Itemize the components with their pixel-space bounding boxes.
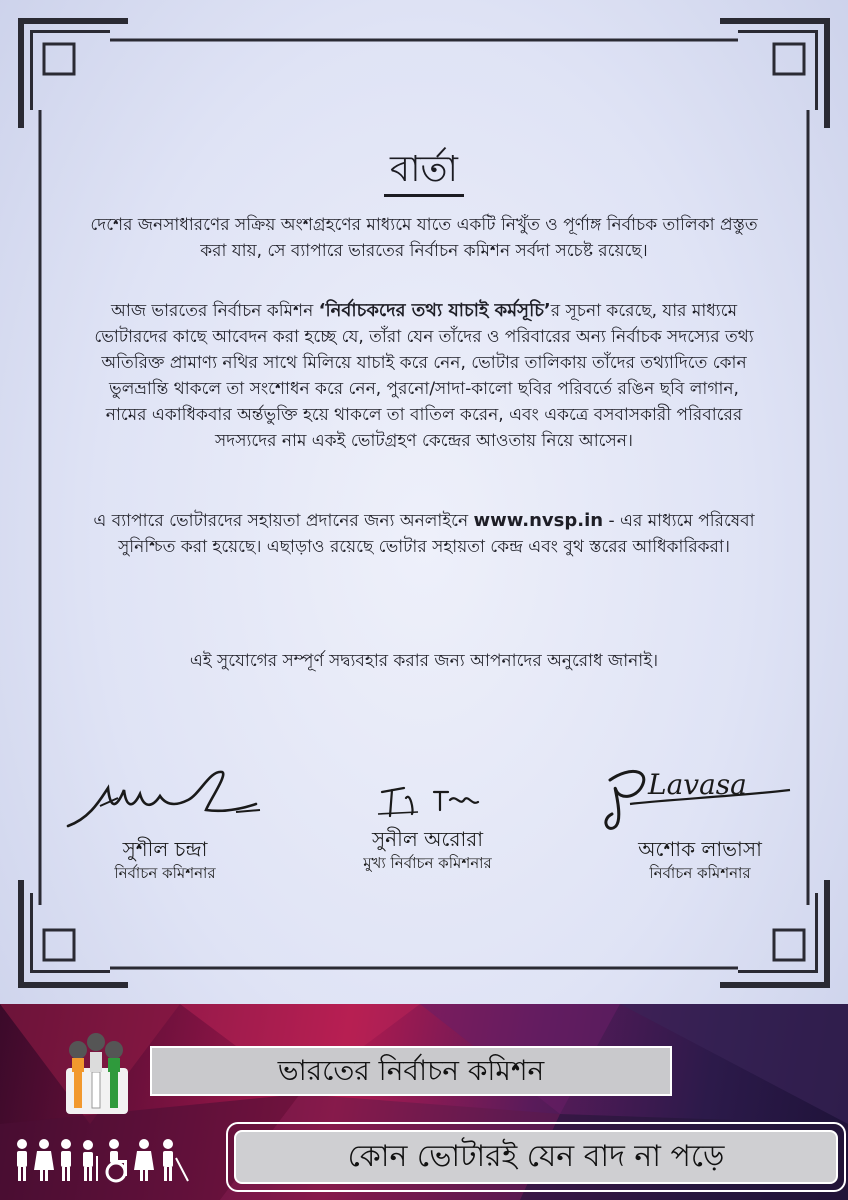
org-name-bar: ভারতের নির্বাচন কমিশন [150,1046,672,1096]
nvsp-website-link[interactable]: www.nvsp.in [473,510,604,531]
paragraph-programme-body: র সূচনা করেছে, যার মাধ্যমে ভোটারদের কাছে আবেদন করা হচ্ছে যে, তাঁরা যেন তাঁদের ও পরিবারের অন্য নির্বাচক সদস্যের তথ্য অতিরিক্ত প্রামাণ্য নথির সাথে মিলিয়ে যাচাই করে নেন, ভোটার তালিকায় তাঁদের তথ্যাদিতে কোন ভুলভ্রান্তি থাকলে তা সংশোধন করে নেন, পুরনো/সাদা-কালো ছবির পরিবর্তে রঙিন ছবি লাগান, নামের একাধিকবার অর্ন্তভুক্তি হয়ে থাকলে তা বাতিল করেন, এবং একত্রে বসবাসকারী পরিবারের সদস্যদের নাম একই ভোটগ্রহণ কেন্দ্রের আওতায় নিয়ে আসেন। [94,301,754,451]
eci-logo-icon [60,1028,140,1116]
signatory-3-name: অশোক লাভাসা [638,837,762,861]
signatory-1 [50,760,280,884]
slogan-bar: কোন ভোটারই যেন বাদ না পড়ে [234,1130,838,1184]
inclusive-voters-icon [12,1138,202,1184]
signature-3-lettering: Lavasa [648,768,747,801]
signature-2-image [348,770,508,826]
paragraph-intro: দেশের জনসাধারণের সক্রিয় অংশগ্রহণের মাধ্যমে যাতে একটি নিখুঁত ও পূর্ণাঙ্গ নির্বাচক তালিকা প্রস্তুত করা যায়, সে ব্যাপারে ভারতের নির্বাচন কমিশন সর্বদা সচেষ্ট রয়েছে। [90,215,758,261]
signatory-1-designation: নির্বাচন কমিশনার [114,864,216,882]
signature-1-image [60,760,270,836]
signatory-1-name: সুশীল চন্দ্রা [122,837,208,861]
letter-title: বার্তা [0,142,848,202]
signatory-2 [315,770,540,874]
signatory-2-designation: মুখ্য নির্বাচন কমিশনার [363,854,492,872]
paragraph-online-body: - এর মাধ্যমে পরিষেবা সুনিশ্চিত করা হয়েছে। এছাড়াও রয়েছে ভোটার সহায়তা কেন্দ্র এবং বুথ স্তরের আধিকারিকরা। [118,511,755,557]
paragraph-programme-lead: আজ ভারতের নির্বাচন কমিশন [110,301,319,321]
paragraph-request: এই সুযোগের সম্পূর্ণ সদ্ব্যবহার করার জন্য আপনাদের অনুরোধ জানাই। [189,651,659,671]
signature-3-image [590,760,810,836]
paragraph-programme [90,298,758,454]
signatory-2-name: সুনীল অরোরা [371,827,484,851]
programme-name: ‘নির্বাচকদের তথ্য যাচাই কর্মসূচি’ [318,300,551,321]
paragraph-online [90,508,758,560]
signatory-3-designation: নির্বাচন কমিশনার [649,864,751,882]
paragraph-online-lead: এ ব্যাপারে ভোটারদের সহায়তা প্রদানের জন্য অনলাইনে [93,511,474,531]
signatory-3 [585,760,815,884]
